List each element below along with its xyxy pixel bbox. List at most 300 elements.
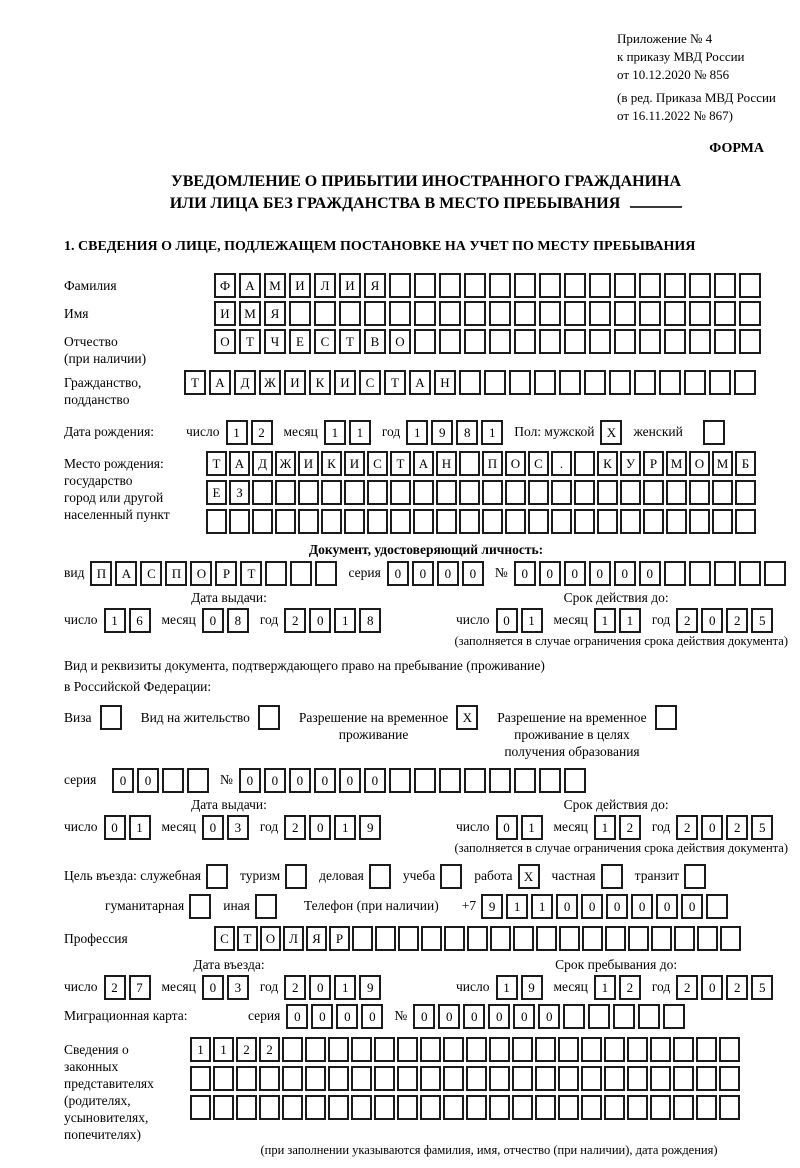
form-cell xyxy=(275,480,296,505)
entry-date-group xyxy=(64,957,394,1000)
form-cell: 7 xyxy=(129,975,151,1000)
entry-year-cells xyxy=(284,975,384,1000)
form-cell: А xyxy=(409,370,431,395)
form-cell xyxy=(650,1095,671,1120)
form-cell: С xyxy=(214,926,235,951)
profession-cells xyxy=(214,926,743,951)
day-label: число xyxy=(64,819,98,834)
profession-row xyxy=(64,926,788,951)
form-cell xyxy=(464,329,486,354)
form-cell xyxy=(563,1004,585,1029)
form-cell: 0 xyxy=(556,894,578,919)
form-cell xyxy=(614,301,636,326)
form-cell xyxy=(735,480,756,505)
form-cell: Ч xyxy=(264,329,286,354)
annex-line: Приложение № 4 xyxy=(617,31,713,46)
form-cell xyxy=(489,1095,510,1120)
form-cell xyxy=(439,329,461,354)
purpose-study-checkbox xyxy=(440,864,465,889)
form-cell xyxy=(536,926,557,951)
form-cell xyxy=(265,561,287,586)
form-cell: 9 xyxy=(359,975,381,1000)
month-label: месяц xyxy=(161,979,196,994)
form-cell: 1 xyxy=(226,420,248,445)
form-cell xyxy=(389,273,411,298)
form-cell: Б xyxy=(735,451,756,476)
form-cell xyxy=(282,1037,303,1062)
form-cell: 0 xyxy=(239,768,261,793)
form-cell xyxy=(206,509,227,534)
series-label: серия xyxy=(248,1008,281,1023)
migration-series-cells xyxy=(286,1004,386,1029)
form-cell xyxy=(298,509,319,534)
section1-heading: 1. СВЕДЕНИЯ О ЛИЦЕ, ПОДЛЕЖАЩЕМ ПОСТАНОВКЕ НА УЧЕТ ПО МЕСТУ ПРЕБЫВАНИЯ xyxy=(64,239,696,254)
form-cell xyxy=(389,301,411,326)
form-cell xyxy=(328,1095,349,1120)
temp-residence-edu-line3: получения образования xyxy=(504,744,640,759)
form-cell xyxy=(604,1066,625,1091)
form-cell: 0 xyxy=(437,561,459,586)
form-cell: 0 xyxy=(264,768,286,793)
form-cell xyxy=(719,1066,740,1091)
month-label: месяц xyxy=(553,612,588,627)
form-cell xyxy=(390,509,411,534)
day-label: число xyxy=(186,424,220,439)
form-cell xyxy=(444,926,465,951)
form-cell xyxy=(513,926,534,951)
form-cell xyxy=(351,1095,372,1120)
form-cell xyxy=(484,370,506,395)
legal-reps-cell-rows xyxy=(190,1037,742,1124)
form-cell: У xyxy=(620,451,641,476)
form-cell xyxy=(739,329,761,354)
form-cell xyxy=(535,1037,556,1062)
form-cell xyxy=(703,420,725,445)
form-cell xyxy=(719,1095,740,1120)
form-cell xyxy=(397,1095,418,1120)
form-cell xyxy=(564,301,586,326)
residence-permit-checkbox xyxy=(258,705,283,730)
form-cell xyxy=(539,301,561,326)
humanitarian-label: гуманитарная xyxy=(105,898,185,913)
form-cell xyxy=(285,864,307,889)
patronymic-label xyxy=(64,329,214,367)
form-title-line2: ИЛИ ЛИЦА БЕЗ ГРАЖДАНСТВА В МЕСТО ПРЕБЫВАНИЯ xyxy=(169,195,621,212)
form-cell xyxy=(352,926,373,951)
form-cell: 2 xyxy=(676,815,698,840)
form-cell: 0 xyxy=(112,768,134,793)
temp-residence-edu-line1: Разрешение на временное xyxy=(497,710,647,725)
annex-line: от 10.12.2020 № 856 xyxy=(617,67,730,82)
form-cell: Т xyxy=(239,329,261,354)
form-cell: С xyxy=(314,329,336,354)
form-cell xyxy=(539,768,561,793)
migration-number-cells xyxy=(413,1004,688,1029)
form-cell xyxy=(443,1066,464,1091)
form-cell: 2 xyxy=(676,608,698,633)
form-cell xyxy=(664,301,686,326)
form-cell xyxy=(712,509,733,534)
stay-until-header: Срок пребывания до: xyxy=(555,957,678,972)
form-cell xyxy=(375,926,396,951)
legal-reps-label-line5: усыновителях, xyxy=(64,1110,149,1125)
form-cell: Я xyxy=(264,301,286,326)
form-cell xyxy=(714,301,736,326)
form-cell: 6 xyxy=(129,608,151,633)
form-cell xyxy=(420,1095,441,1120)
purpose-other-checkbox xyxy=(255,894,280,919)
form-cell xyxy=(512,1066,533,1091)
form-cell xyxy=(614,273,636,298)
form-cell xyxy=(305,1037,326,1062)
form-cell: 9 xyxy=(431,420,453,445)
form-cell xyxy=(689,329,711,354)
form-cell xyxy=(597,509,618,534)
form-cell xyxy=(369,864,391,889)
form-cell: 0 xyxy=(488,1004,510,1029)
citizenship-row xyxy=(64,370,788,408)
form-cell: И xyxy=(298,451,319,476)
form-cell: 0 xyxy=(496,608,518,633)
form-cell: Е xyxy=(206,480,227,505)
legal-reps-cells-row3 xyxy=(190,1095,742,1120)
residence-doc-type-row xyxy=(64,705,788,760)
form-cell xyxy=(512,1037,533,1062)
surname-label: Фамилия xyxy=(64,278,117,293)
form-cell xyxy=(696,1066,717,1091)
form-cell: П xyxy=(165,561,187,586)
form-cell xyxy=(213,1066,234,1091)
form-cell: 0 xyxy=(606,894,628,919)
purpose-work-checkbox xyxy=(518,864,543,889)
form-cell: 0 xyxy=(438,1004,460,1029)
sex-female-checkbox xyxy=(703,420,728,445)
form-cell xyxy=(206,864,228,889)
expiry-note: (заполняется в случае ограничения срока действия документа) xyxy=(454,634,788,648)
form-cell: 0 xyxy=(564,561,586,586)
form-cell xyxy=(436,509,457,534)
form-cell: 0 xyxy=(412,561,434,586)
form-cell: О xyxy=(389,329,411,354)
birth-day-cells xyxy=(226,420,276,445)
form-cell xyxy=(290,561,312,586)
legal-reps-label xyxy=(64,1037,190,1143)
form-cell xyxy=(298,480,319,505)
form-cell: П xyxy=(90,561,112,586)
form-cell: О xyxy=(689,451,710,476)
form-cell: 1 xyxy=(349,420,371,445)
form-cell xyxy=(190,1066,211,1091)
form-cell xyxy=(604,1037,625,1062)
form-cell: Т xyxy=(384,370,406,395)
form-cell: X xyxy=(456,705,478,730)
form-cell xyxy=(689,561,711,586)
form-cell: 9 xyxy=(481,894,503,919)
temp-residence-label xyxy=(299,709,448,743)
form-cell: К xyxy=(597,451,618,476)
form-cell xyxy=(464,273,486,298)
residence-doc-dates xyxy=(64,797,788,840)
annex-reference-block xyxy=(617,30,788,125)
form-cell: И xyxy=(339,273,361,298)
form-cell xyxy=(574,480,595,505)
form-cell xyxy=(512,1095,533,1120)
form-cell: 0 xyxy=(639,561,661,586)
form-cell xyxy=(739,273,761,298)
form-cell xyxy=(413,480,434,505)
id-issue-group xyxy=(64,590,394,633)
form-cell xyxy=(613,1004,635,1029)
form-cell: А xyxy=(413,451,434,476)
series-label: серия xyxy=(348,565,381,580)
res-expiry-group xyxy=(456,797,776,840)
entry-stay-dates xyxy=(64,957,788,1000)
legal-reps-cells-row1 xyxy=(190,1037,742,1062)
form-cell: 8 xyxy=(359,608,381,633)
form-cell xyxy=(689,509,710,534)
patronymic-cells xyxy=(214,329,764,354)
form-cell: О xyxy=(260,926,281,951)
birthplace-cells-row2 xyxy=(206,480,758,505)
birthplace-cell-rows xyxy=(206,451,758,538)
form-cell xyxy=(706,894,728,919)
form-cell xyxy=(620,480,641,505)
purpose-private-checkbox xyxy=(601,864,626,889)
form-cell: 2 xyxy=(236,1037,257,1062)
form-cell: 1 xyxy=(594,608,616,633)
form-cell: И xyxy=(344,451,365,476)
form-cell xyxy=(634,370,656,395)
form-cell xyxy=(464,301,486,326)
form-cell: И xyxy=(289,273,311,298)
form-cell xyxy=(712,480,733,505)
form-cell: 0 xyxy=(314,768,336,793)
form-cell xyxy=(639,301,661,326)
form-cell xyxy=(275,509,296,534)
form-cell xyxy=(439,273,461,298)
purpose-tourism-checkbox xyxy=(285,864,310,889)
form-cell: А xyxy=(239,273,261,298)
form-cell xyxy=(582,926,603,951)
sex-female-label: женский xyxy=(633,424,683,439)
form-cell: 0 xyxy=(539,561,561,586)
form-cell xyxy=(421,926,442,951)
form-cell xyxy=(589,273,611,298)
residence-doc-series-row xyxy=(64,768,788,793)
id-expiry-day-cells xyxy=(496,608,546,633)
form-cell xyxy=(584,370,606,395)
form-cell xyxy=(627,1037,648,1062)
form-cell xyxy=(764,561,786,586)
form-cell xyxy=(664,561,686,586)
form-cell: Д xyxy=(234,370,256,395)
given-name-row xyxy=(64,301,788,326)
form-cell xyxy=(339,301,361,326)
form-cell: 2 xyxy=(619,975,641,1000)
form-cell xyxy=(414,329,436,354)
form-cell: С xyxy=(359,370,381,395)
form-cell xyxy=(639,329,661,354)
form-cell: Л xyxy=(283,926,304,951)
legal-reps-cells-row2 xyxy=(190,1066,742,1091)
form-cell xyxy=(564,273,586,298)
form-cell xyxy=(574,509,595,534)
form-cell: С xyxy=(140,561,162,586)
res-expiry-month-cells xyxy=(594,815,644,840)
form-cell xyxy=(588,1004,610,1029)
form-cell xyxy=(535,1095,556,1120)
form-cell: К xyxy=(321,451,342,476)
form-cell xyxy=(459,480,480,505)
issue-date-header: Дата выдачи: xyxy=(191,797,267,812)
phone-prefix: +7 xyxy=(461,898,477,913)
form-cell: 0 xyxy=(513,1004,535,1029)
form-cell: П xyxy=(482,451,503,476)
form-cell: Т xyxy=(184,370,206,395)
form-cell xyxy=(259,1066,280,1091)
form-cell: 0 xyxy=(104,815,126,840)
month-label: месяц xyxy=(553,979,588,994)
form-cell xyxy=(638,1004,660,1029)
form-cell: О xyxy=(214,329,236,354)
form-cell: М xyxy=(239,301,261,326)
birthplace-cells-row1 xyxy=(206,451,758,476)
entry-date-header: Дата въезда: xyxy=(193,957,265,972)
form-cell: 2 xyxy=(284,815,306,840)
form-cell xyxy=(684,370,706,395)
day-label: число xyxy=(456,612,490,627)
form-cell xyxy=(305,1095,326,1120)
birth-date-row xyxy=(64,420,788,445)
form-cell xyxy=(558,1095,579,1120)
birthplace-label xyxy=(64,451,206,523)
form-cell: 1 xyxy=(129,815,151,840)
entry-purpose-row1 xyxy=(64,864,788,889)
form-cell xyxy=(443,1095,464,1120)
form-cell xyxy=(514,329,536,354)
form-cell xyxy=(489,1066,510,1091)
form-cell xyxy=(255,894,277,919)
form-cell: Я xyxy=(364,273,386,298)
id-expiry-group xyxy=(456,590,776,633)
res-issue-month-cells xyxy=(202,815,252,840)
id-issue-year-cells xyxy=(284,608,384,633)
form-cell: О xyxy=(190,561,212,586)
form-cell: М xyxy=(264,273,286,298)
year-label: год xyxy=(259,612,279,627)
visa-checkbox xyxy=(100,705,125,730)
form-cell xyxy=(643,509,664,534)
form-cell: 0 xyxy=(681,894,703,919)
form-cell: 5 xyxy=(751,608,773,633)
form-cell: Р xyxy=(643,451,664,476)
form-cell: 0 xyxy=(202,815,224,840)
form-cell xyxy=(559,926,580,951)
entry-month-cells xyxy=(202,975,252,1000)
doc-type-label: вид xyxy=(64,565,85,580)
form-cell xyxy=(252,480,273,505)
residence-doc-line2: в Российской Федерации: xyxy=(64,679,212,694)
year-label: год xyxy=(651,819,671,834)
form-cell xyxy=(189,894,211,919)
form-cell: 8 xyxy=(456,420,478,445)
temp-residence-option xyxy=(299,705,481,743)
legal-reps-label-line4: (родителях, xyxy=(64,1093,131,1108)
doc-series-cells xyxy=(387,561,487,586)
form-cell xyxy=(490,926,511,951)
title-blank-line xyxy=(630,206,682,208)
form-cell: 0 xyxy=(202,975,224,1000)
legal-reps-row xyxy=(64,1037,788,1143)
year-label: год xyxy=(651,612,671,627)
patronymic-row xyxy=(64,329,788,367)
res-issue-day-cells xyxy=(104,815,154,840)
form-cell xyxy=(328,1037,349,1062)
form-cell: 1 xyxy=(334,975,356,1000)
month-label: месяц xyxy=(283,424,318,439)
purpose-humanitarian-checkbox xyxy=(189,894,214,919)
form-cell xyxy=(459,509,480,534)
form-cell xyxy=(558,1066,579,1091)
surname-cells xyxy=(214,273,764,298)
legal-reps-label-line6: попечителях) xyxy=(64,1127,141,1142)
form-cell xyxy=(609,370,631,395)
form-cell xyxy=(696,1095,717,1120)
form-cell xyxy=(534,370,556,395)
form-cell: 2 xyxy=(676,975,698,1000)
form-cell xyxy=(439,768,461,793)
res-number-cells xyxy=(239,768,589,793)
form-cell xyxy=(314,301,336,326)
form-cell xyxy=(367,480,388,505)
form-cell: 0 xyxy=(309,815,331,840)
citizenship-label-line1: Гражданство, xyxy=(64,375,142,390)
form-cell xyxy=(414,768,436,793)
form-cell: О xyxy=(505,451,526,476)
form-cell xyxy=(282,1066,303,1091)
birthplace-row xyxy=(64,451,788,538)
form-cell: Ж xyxy=(275,451,296,476)
form-cell: В xyxy=(364,329,386,354)
form-cell xyxy=(187,768,209,793)
res-series-cells xyxy=(112,768,212,793)
phone-label: Телефон (при наличии) xyxy=(303,898,439,913)
form-title xyxy=(64,171,788,215)
form-cell xyxy=(443,1037,464,1062)
form-cell xyxy=(414,273,436,298)
form-cell xyxy=(390,480,411,505)
form-cell xyxy=(673,1095,694,1120)
form-cell xyxy=(229,509,250,534)
form-cell xyxy=(664,273,686,298)
form-cell: 3 xyxy=(227,815,249,840)
form-cell xyxy=(589,301,611,326)
citizenship-label-line2: подданство xyxy=(64,392,130,407)
form-cell: 2 xyxy=(726,608,748,633)
form-cell xyxy=(528,509,549,534)
form-cell xyxy=(689,273,711,298)
annex-line: от 16.11.2022 № 867) xyxy=(617,108,734,123)
month-label: месяц xyxy=(161,612,196,627)
form-cell xyxy=(558,1037,579,1062)
form-cell xyxy=(466,1037,487,1062)
temp-residence-edu-checkbox xyxy=(655,705,680,730)
stay-day-cells xyxy=(496,975,546,1000)
form-cell xyxy=(467,926,488,951)
day-label: число xyxy=(64,612,98,627)
form-cell: Н xyxy=(434,370,456,395)
residence-permit-option xyxy=(141,705,283,730)
